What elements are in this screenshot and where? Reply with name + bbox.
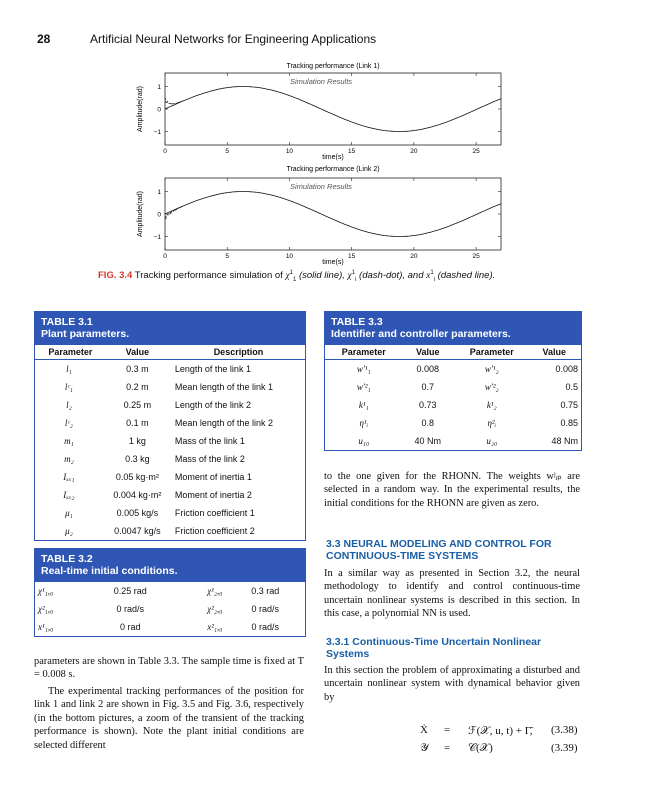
table-row (35, 486, 305, 504)
table-row (35, 414, 305, 432)
plot-title: Tracking performance (Link 2) (286, 166, 380, 173)
table-title: Real-time initial conditions. (41, 565, 178, 577)
x-tick-label: 5 (225, 148, 230, 155)
table-cell: 0.73 (419, 400, 437, 410)
equation-3-39-rhs: 𝒞(𝒳) (468, 742, 493, 754)
table-cell: Mean length of the link 1 (174, 382, 273, 392)
x-tick-label: 25 (472, 148, 480, 155)
series-plant (165, 98, 182, 104)
section-heading-3-3-1: 3.3.1 Continuous-Time Uncertain Nonlinear Systems (326, 636, 542, 660)
table-header (325, 312, 581, 345)
right-paragraph-3: In this section the problem of approximating a disturbed and uncertain nonlinear system with dynamical behavior given by (324, 665, 580, 703)
table-cell: η¹ᵢ (359, 418, 369, 428)
table-cell: Iₓₓ₁ (63, 472, 75, 482)
table-3-2 (34, 548, 306, 637)
y-axis-label: Amplitude(rad) (137, 191, 144, 237)
x-axis-label: time(s) (322, 154, 344, 161)
x-tick-label: 25 (472, 253, 480, 260)
table-cell: k¹₂ (486, 400, 497, 410)
table-cell: Length of the link 1 (174, 364, 251, 374)
table-cell: 0.008 (555, 364, 578, 374)
table-cell: Mass of the link 2 (174, 454, 245, 464)
y-tick-label: 0 (157, 211, 161, 219)
table-cell: Mean length of the link 2 (174, 418, 273, 428)
equation-3-38-lhs: Ẋ (420, 724, 428, 736)
table-row (35, 360, 305, 379)
table-cell: 0.5 (565, 382, 578, 392)
table-cell: 0.0047 kg/s (114, 526, 161, 536)
table-cell: 0 rad/s (116, 604, 144, 614)
y-axis-label: Amplitude(rad) (137, 86, 144, 132)
table-row (35, 582, 305, 600)
table-cell: Moment of inertia 2 (174, 490, 252, 500)
series-reference (165, 87, 501, 132)
table-cell: 0.85 (560, 418, 578, 428)
x-tick-label: 0 (163, 148, 167, 155)
x-tick-label: 10 (285, 148, 294, 155)
table-cell: 0.3 rad (251, 586, 280, 596)
column-header: Parameter (453, 345, 531, 360)
table-cell: 0.3 kg (125, 454, 150, 464)
table-cell: Moment of inertia 1 (174, 472, 252, 482)
table-label: TABLE 3.2 (41, 553, 93, 565)
table-row (35, 618, 305, 636)
x-axis-label: time(s) (322, 259, 344, 266)
table-cell: w′¹₂ (484, 364, 499, 374)
table-row (325, 396, 581, 414)
y-tick-label: 1 (157, 189, 161, 196)
table-cell: l₁ (66, 364, 72, 374)
equation-3-39-lhs: 𝒴 (420, 742, 429, 754)
table-cell: Iₓₓ₂ (63, 490, 75, 500)
table-cell: 0.8 (421, 418, 435, 428)
table-cell: 0 rad/s (251, 622, 279, 632)
table-cell: 0.25 rad (113, 586, 147, 596)
section-heading-3-3: 3.3 NEURAL MODELING AND CONTROL FOR CONTINUOUS-TIME SYSTEMS (326, 538, 552, 562)
series-reference (165, 192, 501, 237)
x-tick-label: 10 (285, 253, 294, 260)
table-cell: 0 rad (119, 622, 141, 632)
table-cell: 48 Nm (551, 436, 578, 446)
table-cell: x²₁,₀ (207, 622, 223, 632)
table-cell: u₁₀ (358, 436, 370, 446)
x-tick-label: 15 (348, 148, 356, 155)
x-tick-label: 20 (410, 253, 418, 260)
table-row (325, 360, 581, 379)
table-cell: l₂ (66, 400, 72, 410)
figure-caption: FIG. 3.4 Tracking performance simulation of $\chi^1_1$ (solid line), $\chi^1_i$ (dash-dot), and $x^1_i$ (dashed line). (98, 270, 496, 284)
figure-3-4 (0, 0, 648, 268)
table-3-3 (324, 311, 582, 451)
table-cell: lᶜ₁ (64, 382, 73, 392)
table-cell: 0.2 m (126, 382, 149, 392)
table-cell: u₂₀ (486, 436, 498, 446)
table-cell: 0 rad/s (251, 604, 279, 614)
table-cell: Friction coefficient 1 (174, 508, 255, 518)
table-cell: m₂ (64, 454, 74, 464)
table-cell: 0.3 m (126, 364, 149, 374)
left-paragraph-1: parameters are shown in Table 3.3. The sample time is fixed at T = 0.008 s. (34, 656, 304, 681)
table-cell: m₁ (64, 436, 74, 446)
equation-3-38-number: (3.38) (551, 724, 578, 736)
table-row (35, 450, 305, 468)
table-label: TABLE 3.3 (331, 316, 383, 328)
right-paragraph-1: to the one given for the RHONN. The weights wʲᵢₚ are selected in a random way. In the experimental results, the initial conditions for the RHONN are given as zero. (324, 471, 580, 509)
table-cell: 0.008 (416, 364, 440, 374)
table-cell: 0.05 kg·m² (115, 472, 159, 482)
column-header: Value (531, 345, 581, 360)
table-cell: μ₁ (65, 508, 73, 518)
plot-title: Tracking performance (Link 1) (286, 63, 380, 70)
plot-annotation: Simulation Results (289, 77, 353, 86)
table-row (35, 396, 305, 414)
table-row (325, 432, 581, 450)
table-cell: χ²₁,₀ (38, 604, 54, 614)
x-tick-label: 20 (410, 148, 418, 155)
y-tick-label: −1 (153, 234, 161, 241)
column-header: Parameter (35, 345, 103, 360)
page-number: 28 (37, 32, 51, 46)
x-tick-label: 5 (225, 253, 230, 260)
table-cell: 0.75 (560, 400, 578, 410)
table-cell: 1 kg (128, 436, 146, 446)
table-cell: 0.004 kg·m² (113, 490, 162, 500)
table-cell: χ¹₁,₀ (38, 586, 54, 596)
y-tick-label: 1 (157, 84, 161, 91)
plot-link2 (137, 166, 501, 266)
column-header: Parameter (325, 345, 403, 360)
table-cell: 40 Nm (414, 436, 442, 446)
column-header: Description (172, 345, 305, 360)
table-title: Plant parameters. (41, 328, 130, 340)
table-header (35, 312, 305, 345)
table-row (35, 504, 305, 522)
table-row (35, 432, 305, 450)
x-tick-label: 0 (163, 253, 167, 260)
table-row (35, 522, 305, 540)
table-row (325, 414, 581, 432)
table-cell: w′²₂ (484, 382, 499, 392)
left-paragraph-2: The experimental tracking performances of the position for link 1 and link 2 are shown in Fig. 3.5 and Fig. 3.6, respectively (in the bottom pictures, a zoom of the transient of the tracking performance is shown). Note the plant initial conditions are selected different (34, 686, 304, 751)
table-cell: k¹₁ (358, 400, 369, 410)
figure-label: FIG. 3.4 (98, 270, 133, 282)
table-cell: μ₂ (65, 526, 73, 536)
table-title: Identifier and controller parameters. (331, 328, 511, 340)
table-cell: lᶜ₂ (64, 418, 73, 428)
table-row (35, 600, 305, 618)
table-3-1 (34, 311, 306, 541)
table-label: TABLE 3.1 (41, 316, 93, 328)
table-cell: 0.005 kg/s (116, 508, 159, 518)
running-head: Artificial Neural Networks for Engineering Applications (90, 32, 377, 46)
table-cell: Length of the link 2 (174, 400, 251, 410)
table-cell: Mass of the link 1 (174, 436, 245, 446)
y-tick-label: −1 (153, 129, 161, 136)
table-row (325, 378, 581, 396)
table-cell: x¹₁,₀ (38, 622, 54, 632)
equation-3-39-number: (3.39) (551, 742, 578, 754)
table-cell: w′²₁ (356, 382, 371, 392)
equation-3-38-rhs: ℱ(𝒳, u, t) + Γ̃, (468, 725, 533, 737)
equation-3-38-rel: = (444, 724, 451, 736)
equation-3-39-rel: = (444, 742, 451, 754)
table-row (35, 468, 305, 486)
column-header: Value (103, 345, 172, 360)
table-cell: 0.7 (421, 382, 435, 392)
plot-annotation: Simulation Results (289, 182, 353, 191)
table-cell: η²ᵢ (487, 418, 497, 428)
table-cell: Friction coefficient 2 (174, 526, 255, 536)
table-header (35, 549, 305, 582)
y-tick-label: 0 (157, 106, 161, 114)
table-cell: χ¹₂,₀ (207, 586, 223, 596)
table-cell: 0.25 m (123, 400, 152, 410)
x-tick-label: 15 (348, 253, 356, 260)
plot-link1 (137, 63, 501, 161)
right-paragraph-2: In a similar way as presented in Section 3.2, the neural methodology to identify and control continuous-time uncertain nonlinear systems is described in this section. In this case, a polynomial NN is used. (324, 568, 580, 620)
column-header: Value (403, 345, 453, 360)
table-row (35, 378, 305, 396)
table-cell: w′¹₁ (356, 364, 371, 374)
table-cell: 0.1 m (126, 418, 149, 428)
table-cell: χ²₂,₀ (207, 604, 223, 614)
